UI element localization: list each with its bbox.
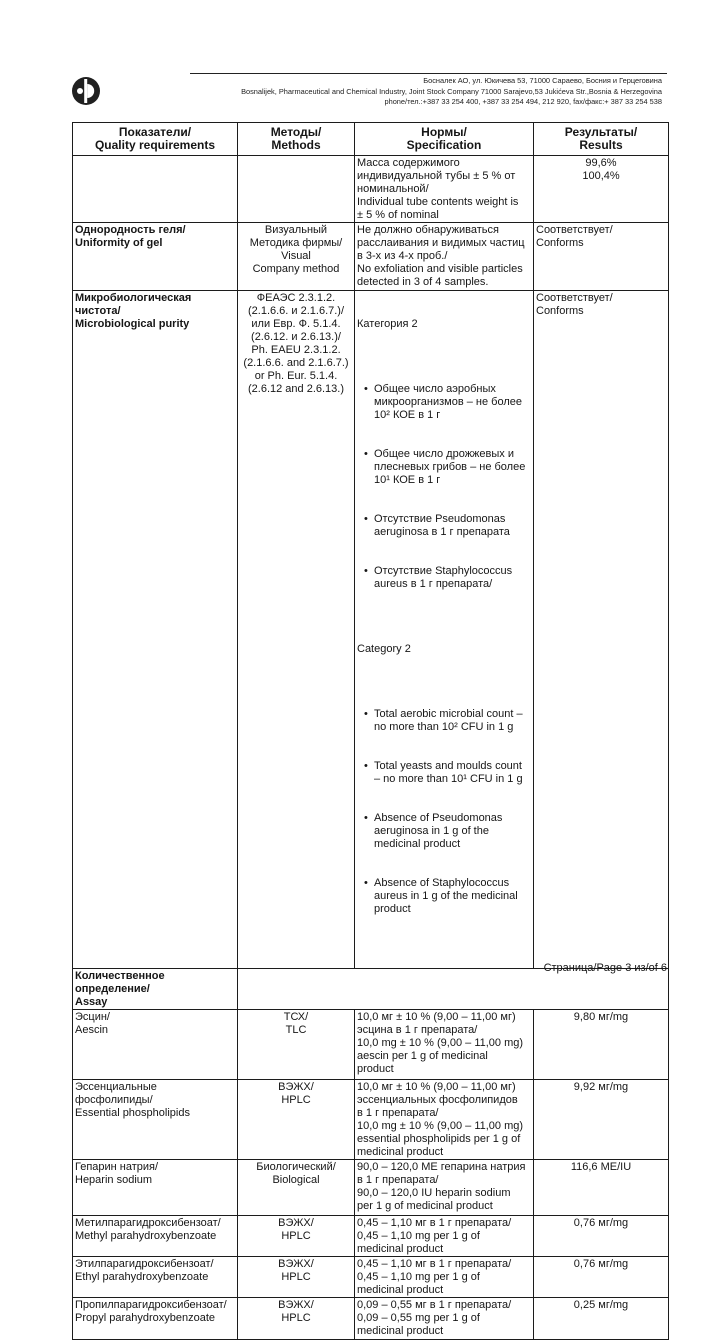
page-number: Страница/Page 3 из/of 6 [543, 962, 667, 974]
method-cell: Визуальный Методика фирмы/ Visual Company method [238, 223, 355, 291]
spec-bullet: • Отсутствие Staphylococcus aureus в 1 г препарата/ [374, 565, 531, 591]
spec-list-en [357, 682, 531, 942]
spec-bullet: • Total aerobic microbial count – no more than 10² CFU in 1 g [374, 708, 531, 734]
result-cell: 0,76 мг/mg [534, 1216, 669, 1257]
spec-bullet: • Total yeasts and moulds count – no more than 10¹ CFU in 1 g [374, 760, 531, 786]
table-row [73, 1010, 669, 1080]
table-section-row [73, 969, 669, 1010]
requirement-cell [73, 156, 238, 223]
table-row [73, 1257, 669, 1298]
column-header-requirements: Показатели/ Quality requirements [73, 123, 238, 156]
requirement-cell: Однородность геля/ Uniformity of gel [73, 223, 238, 291]
spec-cell: 0,45 – 1,10 мг в 1 г препарата/ 0,45 – 1,10 mg per 1 g of medicinal product [355, 1216, 534, 1257]
method-cell: ВЭЖХ/ HPLC [238, 1080, 355, 1160]
quality-table [72, 122, 669, 1340]
column-header-specification: Нормы/ Specification [355, 123, 534, 156]
requirement-cell: Метилпарагидроксибензоат/ Methyl parahydroxybenzoate [73, 1216, 238, 1257]
result-cell: 99,6% 100,4% [534, 156, 669, 223]
method-cell: ВЭЖХ/ HPLC [238, 1216, 355, 1257]
method-cell: ВЭЖХ/ HPLC [238, 1257, 355, 1298]
method-cell: ФЕАЭС 2.3.1.2. (2.1.6.6. и 2.1.6.7.)/ или Евр. Ф. 5.1.4. (2.6.12. и 2.6.13.)/ Ph. EAEU 2.3.1.2. (2.1.6.6. and 2.1.6.7.) or Ph. Eur. 5.1.4. (2.6.12 and 2.6.13.) [238, 291, 355, 969]
spec-cell: Масса содержимого индивидуальной тубы ± 5 % от номинальной/ Individual tube contents weight is ± 5 % of nominal [355, 156, 534, 223]
table-row [73, 291, 669, 969]
letterhead-address-en: Bosnalijek, Pharmaceutical and Chemical Industry, Joint Stock Company 71000 Sarajevo,53 Jukićeva Str.,Bosnia & Herzegovina [241, 86, 662, 96]
requirement-cell: Гепарин натрия/ Heparin sodium [73, 1160, 238, 1216]
requirement-cell: Микробиологическая чистота/ Microbiological purity [73, 291, 238, 969]
letterhead-contacts: phone/тел.:+387 33 254 400, +387 33 254 494, 212 920, fax/факс:+ 387 33 254 538 [384, 97, 662, 107]
result-cell: Соответствует/ Conforms [534, 223, 669, 291]
letterhead [241, 76, 662, 108]
table-header-row [73, 123, 669, 156]
letterhead-rule [190, 73, 667, 74]
column-header-results: Результаты/ Results [534, 123, 669, 156]
result-cell: 9,80 мг/mg [534, 1010, 669, 1080]
result-cell: 9,92 мг/mg [534, 1080, 669, 1160]
table-row [73, 223, 669, 291]
column-header-methods: Методы/ Methods [238, 123, 355, 156]
result-cell: 0,76 мг/mg [534, 1257, 669, 1298]
method-cell: ВЭЖХ/ HPLC [238, 1298, 355, 1340]
spec-cell: 90,0 – 120,0 МЕ гепарина натрия в 1 г препарата/ 90,0 – 120,0 IU heparin sodium per 1 g of medicinal product [355, 1160, 534, 1216]
table-row [73, 1080, 669, 1160]
result-cell: 116,6 МЕ/IU [534, 1160, 669, 1216]
spec-category-en: Category 2 [357, 643, 411, 655]
table-row [73, 1160, 669, 1216]
spec-cell: 10,0 мг ± 10 % (9,00 – 11,00 мг) эссенциальных фосфолипидов в 1 г препарата/ 10,0 mg ± 10 % (9,00 – 11,00 mg) essential phospholipids per 1 g of medicinal product [355, 1080, 534, 1160]
requirement-cell: Эссенциальные фосфолипиды/ Essential phospholipids [73, 1080, 238, 1160]
requirement-cell: Этилпарагидроксибензоат/ Ethyl parahydroxybenzoate [73, 1257, 238, 1298]
spec-category-ru: Категория 2 [357, 318, 418, 330]
spec-bullet: • Absence of Staphylococcus aureus in 1 g of the medicinal product [374, 877, 531, 916]
method-cell: Биологический/ Biological [238, 1160, 355, 1216]
spec-cell: 0,45 – 1,10 мг в 1 г препарата/ 0,45 – 1,10 mg per 1 g of medicinal product [355, 1257, 534, 1298]
section-blank-cell [238, 969, 669, 1010]
spec-bullet: • Absence of Pseudomonas aeruginosa in 1 g of the medicinal product [374, 812, 531, 851]
spec-list-ru [357, 357, 531, 617]
spec-cell: 0,09 – 0,55 мг в 1 г препарата/ 0,09 – 0,55 mg per 1 g of medicinal product [355, 1298, 534, 1340]
letterhead-address-ru: Босналек АО, ул. Юкичева 53, 71000 Сараево, Босния и Герцеговина [423, 76, 662, 85]
result-cell: 0,25 мг/mg [534, 1298, 669, 1340]
table-row [73, 1298, 669, 1340]
table-row [73, 156, 669, 223]
company-logo-icon [71, 76, 101, 106]
result-cell: Соответствует/ Conforms [534, 291, 669, 969]
table-row [73, 1216, 669, 1257]
spec-cell: Не должно обнаруживаться расслаивания и видимых частиц в 3-х из 4-х проб./ No exfoliation and visible particles detected in 3 of 4 samples. [355, 223, 534, 291]
requirement-cell: Пропилпарагидроксибензоат/ Propyl parahydroxybenzoate [73, 1298, 238, 1340]
spec-cell [355, 291, 534, 969]
method-cell: ТСХ/ TLC [238, 1010, 355, 1080]
spec-bullet: • Общее число аэробных микроорганизмов – не более 10² КОЕ в 1 г [374, 383, 531, 422]
spec-bullet: • Отсутствие Pseudomonas aeruginosa в 1 г препарата [374, 513, 531, 539]
method-cell [238, 156, 355, 223]
requirement-cell: Эсцин/ Aescin [73, 1010, 238, 1080]
spec-cell: 10,0 мг ± 10 % (9,00 – 11,00 мг) эсцина в 1 г препарата/ 10,0 mg ± 10 % (9,00 – 11,00 mg) aescin per 1 g of medicinal product [355, 1010, 534, 1080]
section-title-cell: Количественное определение/ Assay [73, 969, 238, 1010]
spec-bullet: • Общее число дрожжевых и плесневых грибов – не более 10¹ КОЕ в 1 г [374, 448, 531, 487]
